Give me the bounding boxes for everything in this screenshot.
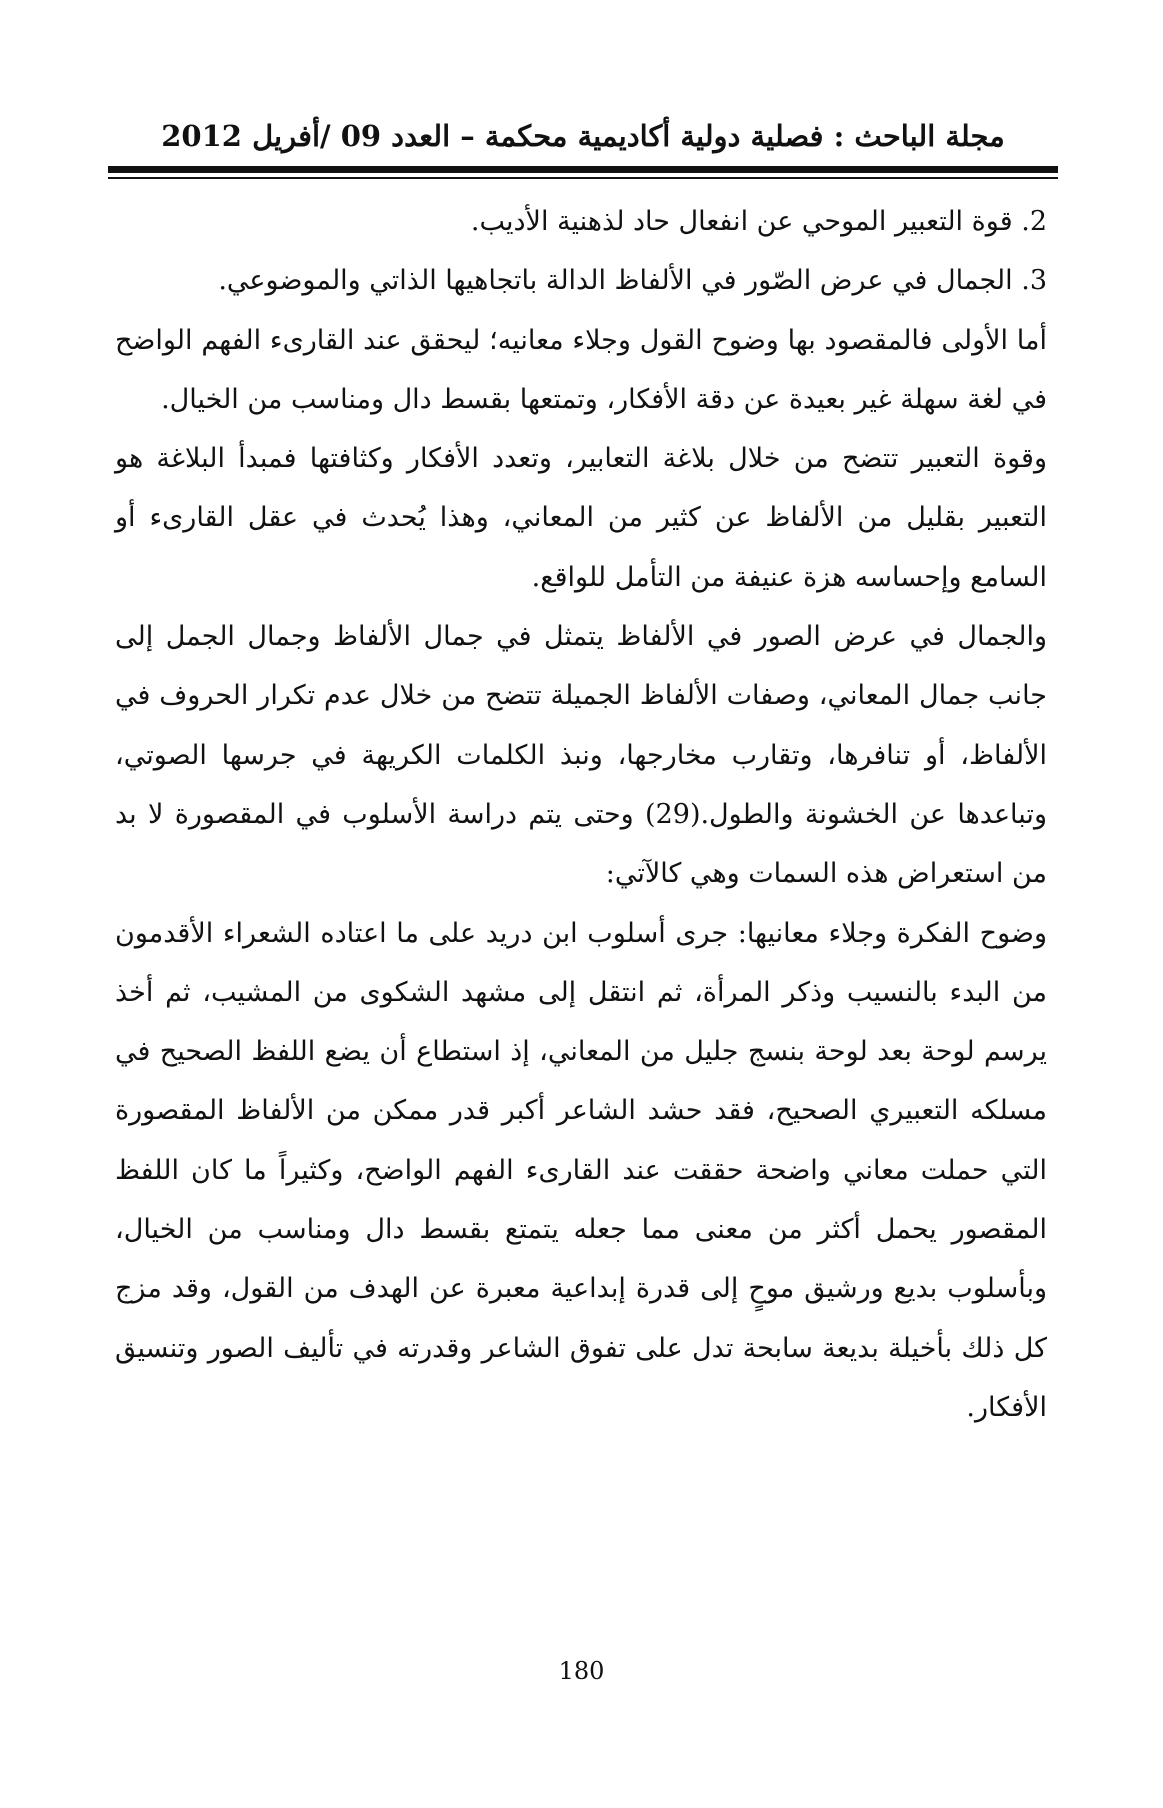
paragraph-clarity: أما الأولى فالمقصود بها وضوح القول وجلاء معانيه؛ ليحقق عند القارىء الفهم الواضح في لغة سهلة غير بعيدة عن دقة الأفكار، وتمتعها بقسط دال ومناسب من الخيال. (115, 324, 1047, 415)
list-item-3: 3. الجمال في عرض الصّور في الألفاظ الدالة باتجاهيها الذاتي والموضوعي. (218, 265, 1047, 297)
paragraph-beauty: والجمال في عرض الصور في الألفاظ يتمثل في جمال الألفاظ وجمال الجمل إلى جانب جمال المعاني، وصفات الألفاظ الجميلة تتضح من خلال عدم تكرار الحروف في الألفاظ، أو تنافرها، وتقارب مخارجها، ونبذ الكلمات الكريهة في جرسها الصوتي، وتباعدها عن الخشونة والطول.(29) وحتى يتم دراسة الأسلوب في المقصورة لا بد من استعراض هذه السمات وهي كالآتي: (115, 621, 1047, 890)
page-number: 180 (558, 1657, 605, 1685)
journal-header: مجلة الباحث : فصلية دولية أكاديمية محكمة – العدد 09 /أفريل 2012 (161, 119, 1005, 153)
header-rule-thin (108, 177, 1058, 179)
article-body (115, 192, 1047, 1437)
paragraph-clarity-of-idea: وضوح الفكرة وجلاء معانيها: جرى أسلوب ابن دريد على ما اعتاده الشعراء الأقدمون من البدء بالنسيب وذكر المرأة، ثم انتقل إلى مشهد الشكوى من المشيب، ثم أخذ يرسم لوحة بعد لوحة بنسج جليل من المعاني، إذ استطاع أن يضع اللفظ الصحيح في مسلكه التعبيري الصحيح، فقد حشد الشاعر أكبر قدر ممكن من الألفاظ المقصورة التي حملت معاني واضحة حققت عند القارىء الفهم الواضح، وكثيراً ما كان اللفظ المقصور يحمل أكثر من معنى مما جعله يتمتع بقسط دال ومناسب من الخيال، وبأسلوب بديع ورشيق موحٍ إلى قدرة إبداعية معبرة عن الهدف من القول، وقد مزج كل ذلك بأخيلة بديعة سابحة تدل على تفوق الشاعر وقدرته في تأليف الصور وتنسيق الأفكار. (115, 917, 1047, 1423)
header-rule-thick (108, 166, 1058, 173)
paragraph-expression-power: وقوة التعبير تتضح من خلال بلاغة التعابير، وتعدد الأفكار وكثافتها فمبدأ البلاغة هو التعبير بقليل من الألفاظ عن كثير من المعاني، وهذا يُحدث في عقل القارىء أو السامع وإحساسه هزة عنيفة من التأمل للواقع. (115, 443, 1047, 593)
list-item-2: 2. قوة التعبير الموحي عن انفعال حاد لذهنية الأديب. (470, 206, 1047, 237)
